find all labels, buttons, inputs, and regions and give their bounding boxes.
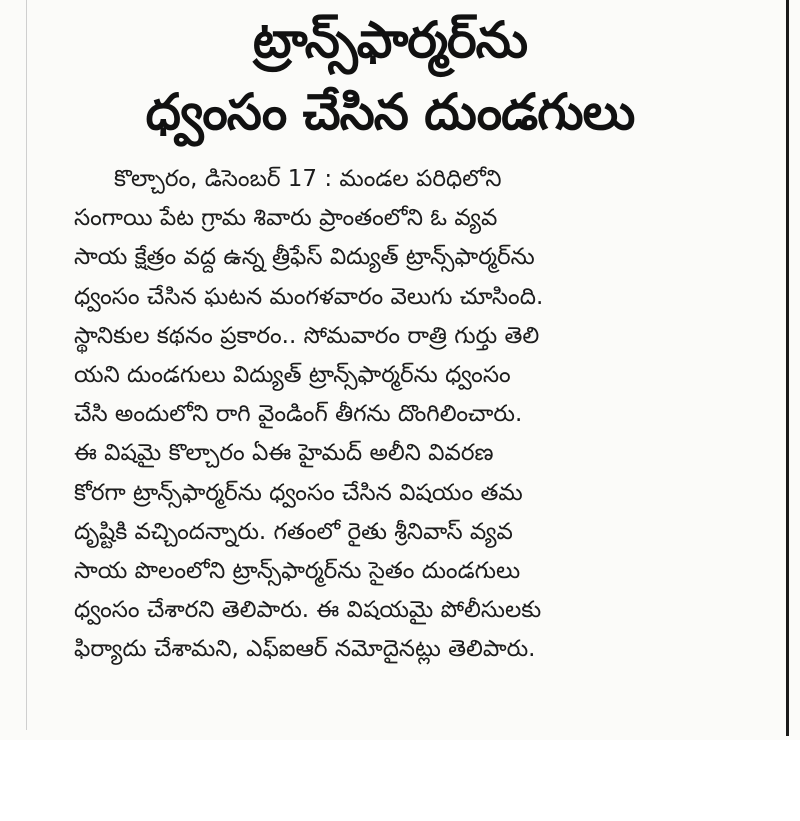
column-divider-left [26, 0, 27, 730]
article-body [74, 160, 714, 670]
body-line: దృష్టికి వచ్చిందన్నారు. గతంలో రైతు శ్రీనివాస్ వ్యవ [74, 518, 513, 545]
article-headline [60, 4, 720, 148]
body-line: సాయ క్షేత్రం వద్ద ఉన్న త్రీఫేస్ విద్యుత్ ట్రాన్స్‌ఫార్మర్‌ను [74, 244, 535, 271]
body-line: ధ్వంసం చేసిన ఘటన మంగళవారం వెలుగు చూసింది. [74, 283, 544, 310]
column-divider-right [786, 0, 789, 736]
headline-line-1: ట్రాన్స్‌ఫార్మర్‌ను [252, 11, 528, 69]
body-line: ఈ విషమై కొల్చారం ఏఈ హైమద్ అలీని వివరణ [74, 440, 494, 467]
body-line: ధ్వంసం చేశారని తెలిపారు. ఈ విషయమై పోలీసులకు [74, 597, 542, 624]
body-line: స్థానికుల కథనం ప్రకారం.. సోమవారం రాత్రి గుర్తు తెలి [74, 322, 540, 349]
body-line: యని దుండగులు విద్యుత్ ట్రాన్స్‌ఫార్మర్‌ను ధ్వంసం [74, 362, 511, 389]
headline-line-2: ధ్వంసం చేసిన దుండగులు [145, 83, 635, 141]
body-line: సాయ పొలంలోని ట్రాన్స్‌ఫార్మర్‌ను సైతం దుండగులు [74, 558, 521, 585]
body-line: సంగాయి పేట గ్రామ శివారు ప్రాంతంలోని ఓ వ్యవ [74, 205, 498, 232]
body-line: కోరగా ట్రాన్స్‌ఫార్మర్‌ను ధ్వంసం చేసిన విషయం తమ [74, 479, 523, 506]
adjacent-column-fragment [790, 0, 800, 740]
body-line: ఫిర్యాదు చేశామని, ఎఫ్ఐఆర్ నమోదైనట్లు తెలిపారు. [74, 636, 536, 663]
body-line: చేసి అందులోని రాగి వైండింగ్ తీగను దొంగిలించారు. [74, 401, 523, 428]
body-line: కొల్చారం, డిసెంబర్ 17 : మండల పరిధిలోని [114, 166, 502, 192]
